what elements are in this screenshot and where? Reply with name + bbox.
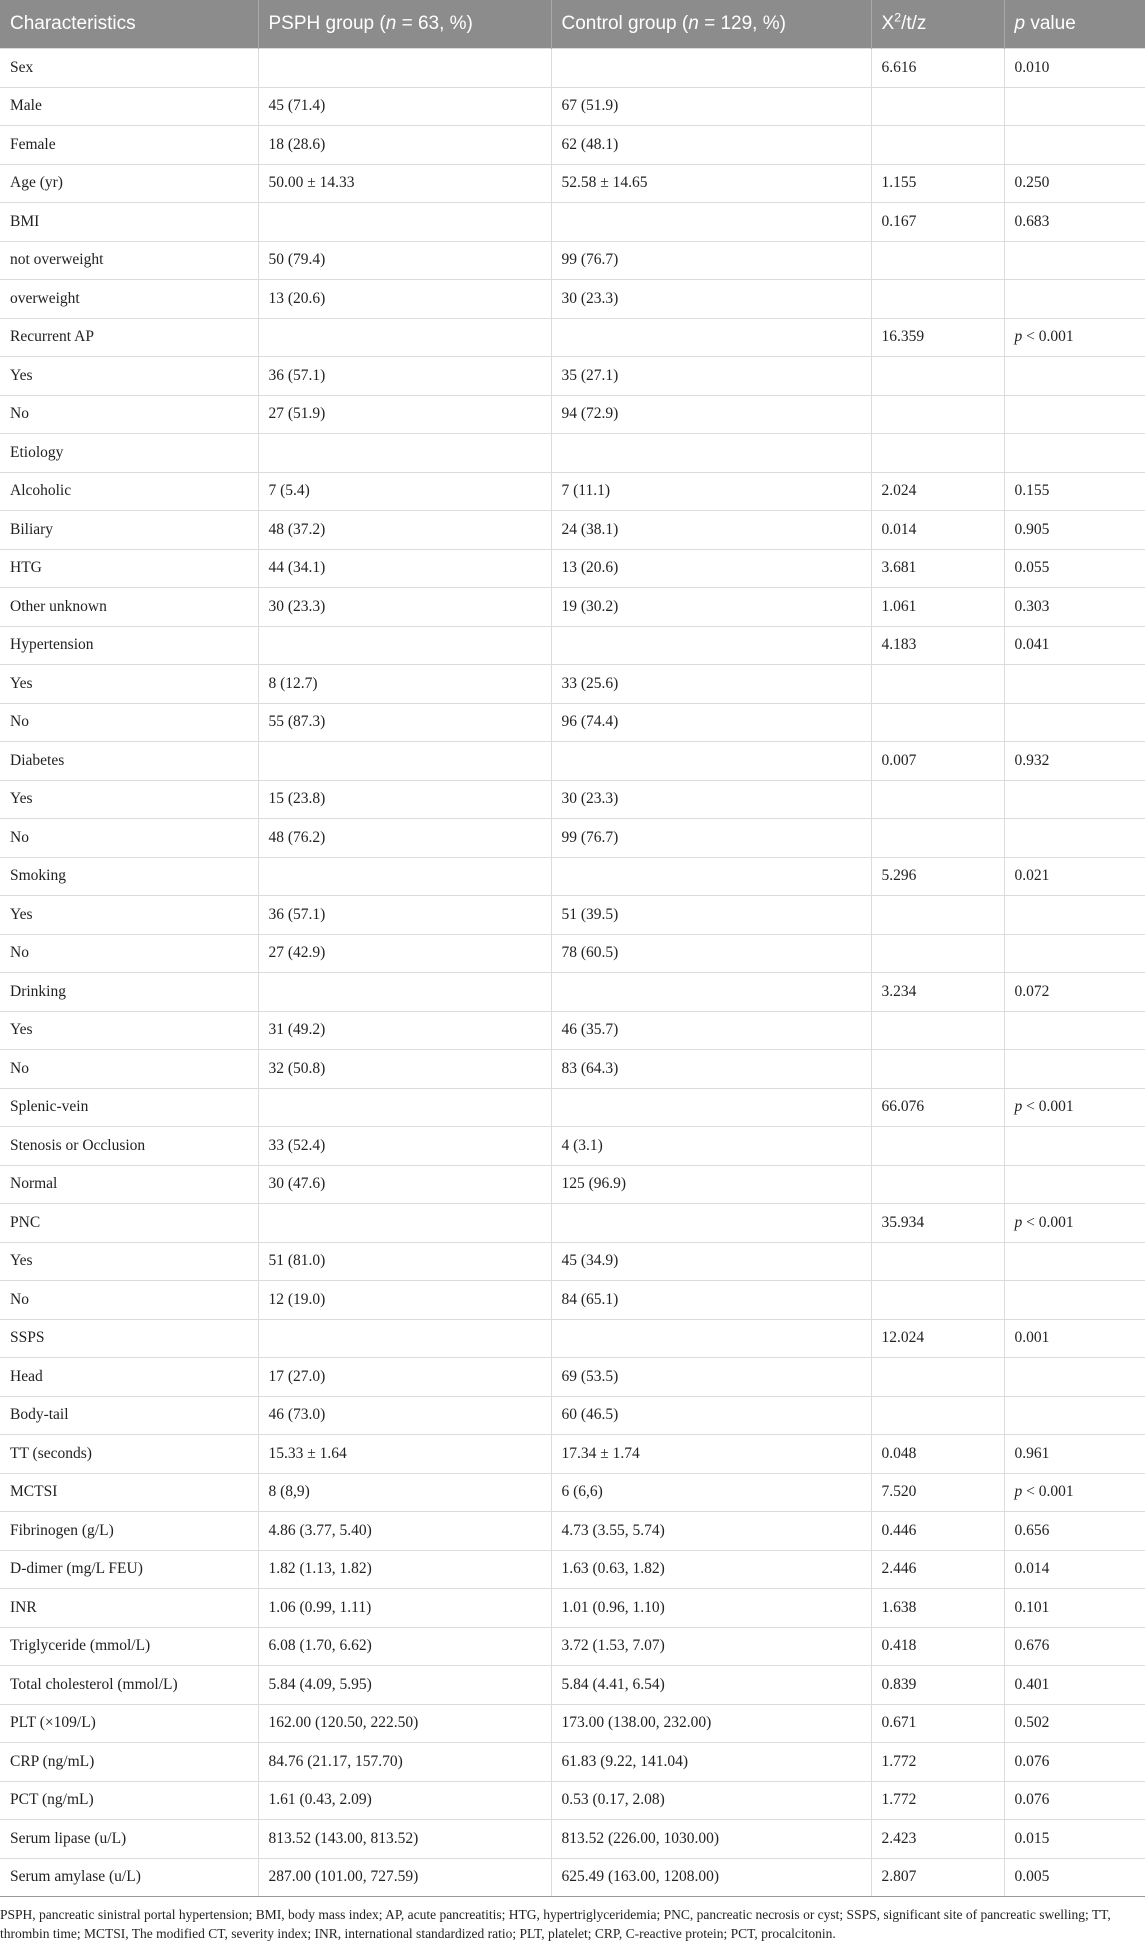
cell-p-value: 0.683 — [1004, 203, 1145, 242]
cell-p-value: 0.101 — [1004, 1589, 1145, 1628]
cell-control-group: 51 (39.5) — [551, 896, 871, 935]
table-row — [0, 1704, 1145, 1743]
table-row — [0, 549, 1145, 588]
cell-statistic: 4.183 — [871, 626, 1004, 665]
cell-control-group: 45 (34.9) — [551, 1242, 871, 1281]
cell-control-group: 96 (74.4) — [551, 703, 871, 742]
table-row — [0, 819, 1145, 858]
cell-psph-group: 30 (23.3) — [258, 588, 551, 627]
cell-statistic: 1.061 — [871, 588, 1004, 627]
cell-p-value — [1004, 1281, 1145, 1320]
cell-characteristic: Sex — [0, 49, 258, 88]
cell-control-group: 4.73 (3.55, 5.74) — [551, 1512, 871, 1551]
cell-p-value: 0.401 — [1004, 1666, 1145, 1705]
cell-p-value: 0.155 — [1004, 472, 1145, 511]
cell-psph-group: 27 (42.9) — [258, 934, 551, 973]
cell-control-group: 813.52 (226.00, 1030.00) — [551, 1820, 871, 1859]
cell-control-group — [551, 1088, 871, 1127]
cell-statistic: 2.024 — [871, 472, 1004, 511]
cell-psph-group: 17 (27.0) — [258, 1358, 551, 1397]
cell-p-value: 0.041 — [1004, 626, 1145, 665]
table-row — [0, 1512, 1145, 1551]
cell-p-value: 0.961 — [1004, 1435, 1145, 1474]
table-row — [0, 434, 1145, 473]
cell-psph-group: 31 (49.2) — [258, 1011, 551, 1050]
cell-characteristic: MCTSI — [0, 1473, 258, 1512]
cell-characteristic: No — [0, 819, 258, 858]
cell-characteristic: Serum lipase (u/L) — [0, 1820, 258, 1859]
cell-psph-group — [258, 203, 551, 242]
cell-p-value — [1004, 934, 1145, 973]
cell-statistic — [871, 434, 1004, 473]
header-control-group: Control group (n = 129, %) — [551, 0, 871, 49]
cell-control-group — [551, 973, 871, 1012]
cell-psph-group — [258, 49, 551, 88]
cell-psph-group: 287.00 (101.00, 727.59) — [258, 1858, 551, 1897]
table-row — [0, 1242, 1145, 1281]
cell-characteristic: Etiology — [0, 434, 258, 473]
cell-control-group — [551, 742, 871, 781]
cell-statistic — [871, 1011, 1004, 1050]
table-row — [0, 703, 1145, 742]
cell-psph-group — [258, 857, 551, 896]
cell-characteristic: not overweight — [0, 241, 258, 280]
table-row — [0, 1820, 1145, 1859]
cell-psph-group: 48 (76.2) — [258, 819, 551, 858]
cell-psph-group — [258, 1319, 551, 1358]
table-row — [0, 357, 1145, 396]
cell-p-value: p < 0.001 — [1004, 1088, 1145, 1127]
header-row — [0, 0, 1145, 49]
cell-statistic — [871, 357, 1004, 396]
table-row — [0, 49, 1145, 88]
cell-control-group: 94 (72.9) — [551, 395, 871, 434]
cell-statistic: 7.520 — [871, 1473, 1004, 1512]
cell-statistic: 2.446 — [871, 1550, 1004, 1589]
table-row — [0, 780, 1145, 819]
cell-statistic: 5.296 — [871, 857, 1004, 896]
cell-control-group: 69 (53.5) — [551, 1358, 871, 1397]
cell-statistic: 3.681 — [871, 549, 1004, 588]
cell-characteristic: Hypertension — [0, 626, 258, 665]
cell-psph-group: 33 (52.4) — [258, 1127, 551, 1166]
cell-psph-group — [258, 434, 551, 473]
cell-statistic: 0.418 — [871, 1627, 1004, 1666]
cell-psph-group: 15.33 ± 1.64 — [258, 1435, 551, 1474]
table-row — [0, 1204, 1145, 1243]
cell-characteristic: PLT (×109/L) — [0, 1704, 258, 1743]
cell-psph-group: 4.86 (3.77, 5.40) — [258, 1512, 551, 1551]
cell-p-value: 0.010 — [1004, 49, 1145, 88]
table-row — [0, 665, 1145, 704]
cell-p-value: 0.014 — [1004, 1550, 1145, 1589]
cell-control-group: 24 (38.1) — [551, 511, 871, 550]
cell-p-value — [1004, 126, 1145, 165]
table-row — [0, 1666, 1145, 1705]
table-row — [0, 1435, 1145, 1474]
cell-characteristic: No — [0, 1050, 258, 1089]
cell-control-group: 52.58 ± 14.65 — [551, 164, 871, 203]
cell-statistic: 1.772 — [871, 1743, 1004, 1782]
cell-statistic: 35.934 — [871, 1204, 1004, 1243]
cell-p-value: 0.905 — [1004, 511, 1145, 550]
table-row — [0, 1281, 1145, 1320]
cell-characteristic: Body-tail — [0, 1396, 258, 1435]
cell-p-value — [1004, 280, 1145, 319]
table-header — [0, 0, 1145, 49]
cell-characteristic: Recurrent AP — [0, 318, 258, 357]
table-row — [0, 1589, 1145, 1628]
cell-p-value: 0.001 — [1004, 1319, 1145, 1358]
cell-statistic — [871, 1242, 1004, 1281]
table-row — [0, 203, 1145, 242]
cell-p-value — [1004, 703, 1145, 742]
cell-psph-group: 6.08 (1.70, 6.62) — [258, 1627, 551, 1666]
cell-control-group: 61.83 (9.22, 141.04) — [551, 1743, 871, 1782]
cell-p-value — [1004, 434, 1145, 473]
cell-characteristic: No — [0, 1281, 258, 1320]
table-row — [0, 280, 1145, 319]
cell-characteristic: Other unknown — [0, 588, 258, 627]
cell-p-value: 0.076 — [1004, 1743, 1145, 1782]
cell-p-value: 0.072 — [1004, 973, 1145, 1012]
cell-control-group: 99 (76.7) — [551, 241, 871, 280]
cell-characteristic: Normal — [0, 1165, 258, 1204]
header-statistic: $X^2/t/z$ — [871, 0, 1004, 49]
cell-control-group: 7 (11.1) — [551, 472, 871, 511]
cell-p-value: 0.015 — [1004, 1820, 1145, 1859]
cell-p-value: 0.656 — [1004, 1512, 1145, 1551]
cell-control-group: 35 (27.1) — [551, 357, 871, 396]
table-body — [0, 49, 1145, 1897]
cell-p-value — [1004, 1011, 1145, 1050]
cell-control-group: 84 (65.1) — [551, 1281, 871, 1320]
cell-characteristic: Female — [0, 126, 258, 165]
cell-characteristic: Age (yr) — [0, 164, 258, 203]
cell-p-value — [1004, 780, 1145, 819]
cell-statistic: 2.423 — [871, 1820, 1004, 1859]
cell-statistic: 6.616 — [871, 49, 1004, 88]
table-row — [0, 1627, 1145, 1666]
cell-statistic: 1.155 — [871, 164, 1004, 203]
table-row — [0, 1319, 1145, 1358]
cell-characteristic: INR — [0, 1589, 258, 1628]
cell-statistic — [871, 395, 1004, 434]
cell-psph-group — [258, 973, 551, 1012]
table-row — [0, 241, 1145, 280]
cell-psph-group: 1.06 (0.99, 1.11) — [258, 1589, 551, 1628]
cell-psph-group: 45 (71.4) — [258, 87, 551, 126]
table-row — [0, 1781, 1145, 1820]
cell-p-value — [1004, 87, 1145, 126]
cell-p-value: 0.021 — [1004, 857, 1145, 896]
table-row — [0, 1743, 1145, 1782]
cell-psph-group: 30 (47.6) — [258, 1165, 551, 1204]
cell-statistic — [871, 126, 1004, 165]
cell-psph-group: 55 (87.3) — [258, 703, 551, 742]
cell-statistic — [871, 1396, 1004, 1435]
cell-control-group: 62 (48.1) — [551, 126, 871, 165]
cell-characteristic: Yes — [0, 665, 258, 704]
cell-psph-group — [258, 318, 551, 357]
cell-control-group: 125 (96.9) — [551, 1165, 871, 1204]
cell-p-value: 0.502 — [1004, 1704, 1145, 1743]
table-row — [0, 742, 1145, 781]
table-row — [0, 857, 1145, 896]
cell-statistic: 0.839 — [871, 1666, 1004, 1705]
cell-control-group — [551, 626, 871, 665]
cell-control-group — [551, 857, 871, 896]
cell-characteristic: PNC — [0, 1204, 258, 1243]
table-row — [0, 1396, 1145, 1435]
cell-psph-group: 32 (50.8) — [258, 1050, 551, 1089]
cell-characteristic: Triglyceride (mmol/L) — [0, 1627, 258, 1666]
cell-statistic — [871, 896, 1004, 935]
cell-psph-group — [258, 1088, 551, 1127]
cell-p-value: 0.303 — [1004, 588, 1145, 627]
cell-control-group — [551, 318, 871, 357]
table-row — [0, 1165, 1145, 1204]
cell-characteristic: Yes — [0, 896, 258, 935]
table-row — [0, 126, 1145, 165]
table-row — [0, 896, 1145, 935]
cell-characteristic: SSPS — [0, 1319, 258, 1358]
cell-control-group: 625.49 (163.00, 1208.00) — [551, 1858, 871, 1897]
header-p-value: p value — [1004, 0, 1145, 49]
table-row — [0, 934, 1145, 973]
cell-characteristic: CRP (ng/mL) — [0, 1743, 258, 1782]
cell-control-group: 4 (3.1) — [551, 1127, 871, 1166]
cell-p-value — [1004, 357, 1145, 396]
cell-p-value — [1004, 1050, 1145, 1089]
cell-psph-group: 813.52 (143.00, 813.52) — [258, 1820, 551, 1859]
header-characteristics: Characteristics — [0, 0, 258, 49]
cell-characteristic: Yes — [0, 780, 258, 819]
cell-psph-group: 13 (20.6) — [258, 280, 551, 319]
table-row — [0, 1858, 1145, 1897]
cell-p-value — [1004, 819, 1145, 858]
cell-control-group: 30 (23.3) — [551, 780, 871, 819]
cell-control-group: 0.53 (0.17, 2.08) — [551, 1781, 871, 1820]
cell-control-group: 67 (51.9) — [551, 87, 871, 126]
cell-control-group: 173.00 (138.00, 232.00) — [551, 1704, 871, 1743]
cell-psph-group: 18 (28.6) — [258, 126, 551, 165]
cell-psph-group: 27 (51.9) — [258, 395, 551, 434]
table-row — [0, 87, 1145, 126]
table-row — [0, 1088, 1145, 1127]
cell-characteristic: Biliary — [0, 511, 258, 550]
cell-statistic: 1.772 — [871, 1781, 1004, 1820]
table-row — [0, 1011, 1145, 1050]
cell-control-group: 46 (35.7) — [551, 1011, 871, 1050]
cell-statistic: 0.167 — [871, 203, 1004, 242]
cell-characteristic: Head — [0, 1358, 258, 1397]
cell-p-value: 0.250 — [1004, 164, 1145, 203]
cell-characteristic: Yes — [0, 357, 258, 396]
cell-characteristic: No — [0, 703, 258, 742]
cell-characteristic: No — [0, 934, 258, 973]
cell-control-group: 78 (60.5) — [551, 934, 871, 973]
cell-statistic — [871, 703, 1004, 742]
cell-characteristic: Stenosis or Occlusion — [0, 1127, 258, 1166]
table-row — [0, 1050, 1145, 1089]
cell-psph-group: 50.00 ± 14.33 — [258, 164, 551, 203]
table-row — [0, 973, 1145, 1012]
cell-control-group — [551, 49, 871, 88]
cell-characteristic: BMI — [0, 203, 258, 242]
cell-psph-group: 50 (79.4) — [258, 241, 551, 280]
table-row — [0, 164, 1145, 203]
table-row — [0, 511, 1145, 550]
cell-p-value — [1004, 395, 1145, 434]
cell-statistic — [871, 1050, 1004, 1089]
cell-p-value — [1004, 896, 1145, 935]
cell-statistic: 0.446 — [871, 1512, 1004, 1551]
cell-statistic: 0.014 — [871, 511, 1004, 550]
cell-psph-group: 48 (37.2) — [258, 511, 551, 550]
cell-characteristic: HTG — [0, 549, 258, 588]
cell-psph-group: 5.84 (4.09, 5.95) — [258, 1666, 551, 1705]
cell-statistic: 0.007 — [871, 742, 1004, 781]
cell-statistic — [871, 819, 1004, 858]
cell-statistic: 3.234 — [871, 973, 1004, 1012]
cell-characteristic: Smoking — [0, 857, 258, 896]
cell-psph-group: 8 (8,9) — [258, 1473, 551, 1512]
cell-control-group: 1.63 (0.63, 1.82) — [551, 1550, 871, 1589]
cell-control-group: 33 (25.6) — [551, 665, 871, 704]
cell-control-group — [551, 1319, 871, 1358]
table-footnote: PSPH, pancreatic sinistral portal hypertension; BMI, body mass index; AP, acute pancreatitis; HTG, hypertriglyceridemia; PNC, pancreatic necrosis or cyst; SSPS, significant site of pancreatic swelling; TT, thrombin time; MCTSI, The modified CT, severity index; INR, international standardized ratio; PLT, platelet; CRP, C-reactive protein; PCT, procalcitonin. — [0, 1907, 1111, 1941]
cell-statistic: 1.638 — [871, 1589, 1004, 1628]
cell-statistic — [871, 87, 1004, 126]
cell-p-value — [1004, 1127, 1145, 1166]
cell-psph-group: 1.61 (0.43, 2.09) — [258, 1781, 551, 1820]
cell-p-value — [1004, 1165, 1145, 1204]
cell-control-group — [551, 1204, 871, 1243]
cell-statistic — [871, 1127, 1004, 1166]
cell-characteristic: Alcoholic — [0, 472, 258, 511]
cell-psph-group: 84.76 (21.17, 157.70) — [258, 1743, 551, 1782]
cell-statistic: 66.076 — [871, 1088, 1004, 1127]
cell-statistic: 12.024 — [871, 1319, 1004, 1358]
header-psph-group: PSPH group (n = 63, %) — [258, 0, 551, 49]
cell-characteristic: TT (seconds) — [0, 1435, 258, 1474]
cell-p-value: 0.932 — [1004, 742, 1145, 781]
cell-statistic: 0.671 — [871, 1704, 1004, 1743]
cell-characteristic: Serum amylase (u/L) — [0, 1858, 258, 1897]
cell-psph-group: 36 (57.1) — [258, 896, 551, 935]
cell-control-group: 99 (76.7) — [551, 819, 871, 858]
cell-p-value: 0.055 — [1004, 549, 1145, 588]
cell-p-value — [1004, 241, 1145, 280]
cell-p-value: p < 0.001 — [1004, 318, 1145, 357]
table-row — [0, 395, 1145, 434]
cell-p-value: 0.676 — [1004, 1627, 1145, 1666]
cell-control-group — [551, 434, 871, 473]
table-row — [0, 1127, 1145, 1166]
cell-psph-group: 1.82 (1.13, 1.82) — [258, 1550, 551, 1589]
cell-control-group: 13 (20.6) — [551, 549, 871, 588]
cell-characteristic: Yes — [0, 1242, 258, 1281]
cell-statistic — [871, 1358, 1004, 1397]
cell-characteristic: Fibrinogen (g/L) — [0, 1512, 258, 1551]
cell-p-value: 0.076 — [1004, 1781, 1145, 1820]
cell-p-value — [1004, 1396, 1145, 1435]
cell-statistic: 16.359 — [871, 318, 1004, 357]
cell-characteristic: Male — [0, 87, 258, 126]
cell-characteristic: overweight — [0, 280, 258, 319]
cell-characteristic: No — [0, 395, 258, 434]
cell-control-group — [551, 203, 871, 242]
cell-p-value — [1004, 1358, 1145, 1397]
cell-psph-group: 8 (12.7) — [258, 665, 551, 704]
cell-characteristic: Total cholesterol (mmol/L) — [0, 1666, 258, 1705]
cell-control-group: 83 (64.3) — [551, 1050, 871, 1089]
cell-control-group: 6 (6,6) — [551, 1473, 871, 1512]
cell-psph-group — [258, 626, 551, 665]
cell-psph-group: 44 (34.1) — [258, 549, 551, 588]
cell-control-group: 5.84 (4.41, 6.54) — [551, 1666, 871, 1705]
table-row — [0, 626, 1145, 665]
cell-statistic — [871, 241, 1004, 280]
cell-p-value: 0.005 — [1004, 1858, 1145, 1897]
cell-control-group: 3.72 (1.53, 7.07) — [551, 1627, 871, 1666]
cell-psph-group: 7 (5.4) — [258, 472, 551, 511]
cell-statistic — [871, 1165, 1004, 1204]
cell-psph-group: 51 (81.0) — [258, 1242, 551, 1281]
cell-psph-group: 36 (57.1) — [258, 357, 551, 396]
cell-control-group: 1.01 (0.96, 1.10) — [551, 1589, 871, 1628]
cell-characteristic: Drinking — [0, 973, 258, 1012]
cell-control-group: 17.34 ± 1.74 — [551, 1435, 871, 1474]
cell-characteristic: Yes — [0, 1011, 258, 1050]
cell-psph-group: 46 (73.0) — [258, 1396, 551, 1435]
cell-statistic: 0.048 — [871, 1435, 1004, 1474]
table-row — [0, 1550, 1145, 1589]
cell-p-value: p < 0.001 — [1004, 1473, 1145, 1512]
cell-characteristic: Splenic-vein — [0, 1088, 258, 1127]
cell-psph-group: 162.00 (120.50, 222.50) — [258, 1704, 551, 1743]
table-row — [0, 1473, 1145, 1512]
cell-control-group: 19 (30.2) — [551, 588, 871, 627]
table-row — [0, 318, 1145, 357]
cell-psph-group — [258, 1204, 551, 1243]
cell-statistic — [871, 780, 1004, 819]
cell-statistic: 2.807 — [871, 1858, 1004, 1897]
cell-statistic — [871, 665, 1004, 704]
cell-psph-group: 15 (23.8) — [258, 780, 551, 819]
cell-characteristic: D-dimer (mg/L FEU) — [0, 1550, 258, 1589]
cell-p-value — [1004, 665, 1145, 704]
cell-characteristic: Diabetes — [0, 742, 258, 781]
cell-p-value: p < 0.001 — [1004, 1204, 1145, 1243]
cell-p-value — [1004, 1242, 1145, 1281]
cell-control-group: 30 (23.3) — [551, 280, 871, 319]
cell-control-group: 60 (46.5) — [551, 1396, 871, 1435]
cell-statistic — [871, 280, 1004, 319]
table-row — [0, 588, 1145, 627]
cell-psph-group: 12 (19.0) — [258, 1281, 551, 1320]
cell-characteristic: PCT (ng/mL) — [0, 1781, 258, 1820]
cell-psph-group — [258, 742, 551, 781]
table-row — [0, 472, 1145, 511]
cell-statistic — [871, 1281, 1004, 1320]
cell-statistic — [871, 934, 1004, 973]
table-row — [0, 1358, 1145, 1397]
